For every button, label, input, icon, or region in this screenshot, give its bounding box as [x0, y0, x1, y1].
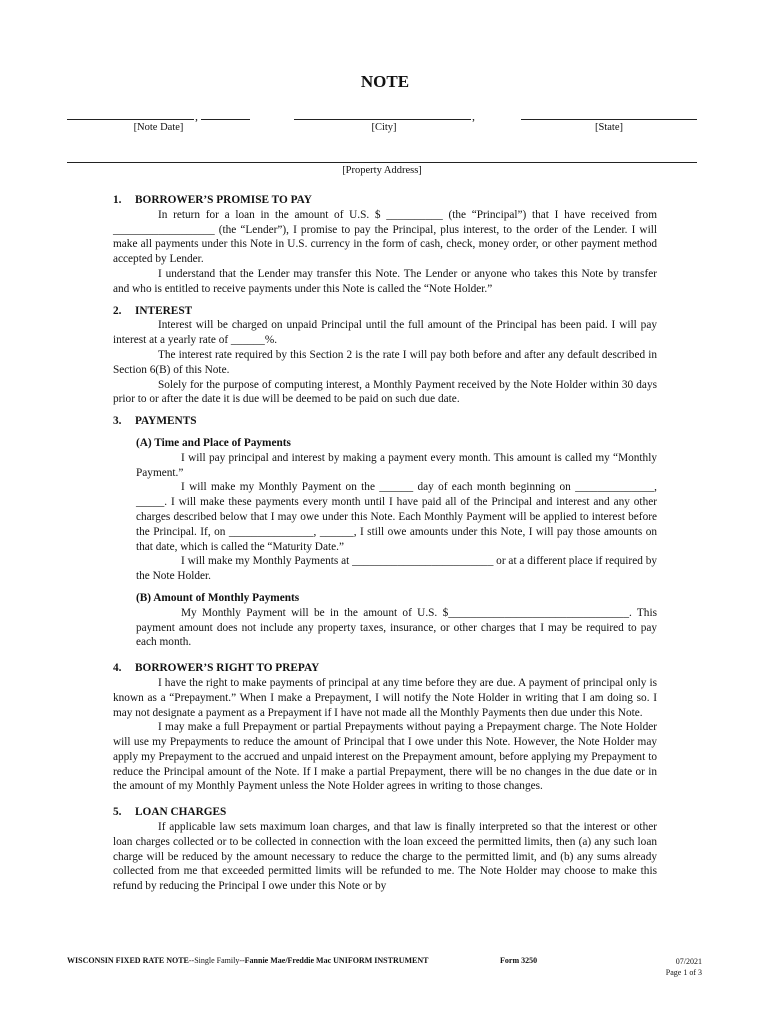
section-1-heading: 1. BORROWER’S PROMISE TO PAY — [113, 194, 312, 206]
property-address-line — [67, 162, 697, 163]
section-2-paragraph-3: Solely for the purpose of computing interest, a Monthly Payment received by the Note Holder within 30 days prior to or after the date it is due will be deemed to be paid on such due date. — [113, 378, 657, 406]
note-date-label: [Note Date] — [133, 122, 184, 133]
section-4-paragraph-2: I may make a full Prepayment or partial Prepayments without paying a Prepayment charge. The Note Holder will use my Prepayments to reduce the amount of Principal that I owe under this Note. However, the Note Holder may apply my Prepayment to the accrued and unpaid interest on the Prepayment amount, before applying my Prepayment to reduce the Principal amount of the Note. If I make a partial Prepayment, there will be no changes in the due date or in the amount of my Monthly Payment unless the Note Holder agrees in writing to those changes. — [113, 721, 657, 793]
note-date-day-line — [67, 119, 194, 120]
note-date-year-line — [201, 119, 250, 120]
footer-right — [640, 956, 702, 978]
footer-page-number: Page 1 of 3 — [665, 968, 702, 977]
section-3a-paragraph-2: I will make my Monthly Payment on the ______ day of each month beginning on ______________, _____. I will make these payments every month until I have paid all of the Principal and interest and any other charges described below that I may owe under this Note. Each Monthly Payment will be applied to interest before the Principal. If, on _______________, ______, I still owe amounts under this Note, I will pay those amounts on that date, which is called the “Maturity Date.” — [136, 481, 657, 553]
section-1-paragraph-1: In return for a loan in the amount of U.S. $ __________ (the “Principal”) that I have received from __________________ (the “Lender”), I promise to pay the Principal, plus interest, to the order of the Lender. I will make all payments under this Note in U.S. currency in the form of cash, check, money order, or other payment method accepted by Lender. — [113, 208, 657, 266]
footer-form-name-tail: Fannie Mae/Freddie Mac UNIFORM INSTRUMENT — [244, 956, 429, 965]
section-3a-paragraph-3: I will make my Monthly Payments at _________________________ or at a different place if required by the Note Holder. — [136, 555, 657, 583]
note-body — [113, 193, 657, 894]
section-5-paragraph-1: If applicable law sets maximum loan charges, and that law is finally interpreted so that the interest or other loan charges collected or to be collected in connection with the loan exceed the permitted limits, then (a) any such loan charge will be reduced by the amount necessary to reduce the charge to the permitted limit, and (b) any sums already collected from me that exceeded permitted limits will be refunded to me. The Note Holder may choose to make this refund by reducing the Principal I owe under this Note or by — [113, 821, 657, 893]
city-comma: , — [472, 109, 475, 123]
section-3b-paragraph-1: My Monthly Payment will be in the amount of U.S. $________________________________. This payment amount does not include any property taxes, insurance, or other charges that I may be required to pay each month. — [136, 606, 657, 649]
footer-form-name-mid: --Single Family-- — [188, 956, 245, 965]
document-title: NOTE — [360, 72, 410, 91]
section-1-paragraph-2: I understand that the Lender may transfer this Note. The Lender or anyone who takes this Note by transfer and who is entitled to receive payments under this Note is called the “Note Holder.” — [113, 267, 657, 295]
form-footer-title — [67, 956, 429, 965]
footer-date: 07/2021 — [675, 957, 702, 966]
state-line — [521, 119, 697, 120]
city-line — [294, 119, 471, 120]
state-label: [State] — [595, 122, 623, 133]
footer-form-name-bold: WISCONSIN FIXED RATE NOTE — [67, 956, 189, 965]
note-date-comma: , — [195, 109, 198, 123]
section-5-heading: 5. LOAN CHARGES — [113, 806, 227, 819]
section-4-heading: 4. BORROWER’S RIGHT TO PREPAY — [113, 662, 320, 675]
footer-form-number: Form 3250 — [500, 956, 538, 965]
section-4-paragraph-1: I have the right to make payments of principal at any time before they are due. A payment of principal only is known as a “Prepayment.” When I make a Prepayment, I will notify the Note Holder in writing that I am doing so. I may not designate a payment as a Prepayment if I have not made all the Monthly Payments then due under this Note. — [113, 676, 657, 719]
section-2-paragraph-2: The interest rate required by this Section 2 is the rate I will pay both before and after any default described in Section 6(B) of this Note. — [113, 348, 657, 376]
section-3a-paragraph-1: I will pay principal and interest by making a payment every month. This amount is called my “Monthly Payment.” — [136, 451, 657, 479]
city-label: [City] — [371, 122, 397, 133]
section-3b-heading: (B) Amount of Monthly Payments — [136, 591, 300, 604]
section-3-heading: 3. PAYMENTS — [113, 415, 197, 428]
section-2-heading: 2. INTEREST — [113, 304, 193, 317]
section-3a — [113, 436, 657, 650]
section-2-paragraph-1: Interest will be charged on unpaid Principal until the full amount of the Principal has been paid. I will pay interest at a yearly rate of ______%. — [113, 319, 657, 347]
section-3a-heading: (A) Time and Place of Payments — [136, 436, 291, 449]
property-address-label: [Property Address] — [342, 165, 422, 176]
